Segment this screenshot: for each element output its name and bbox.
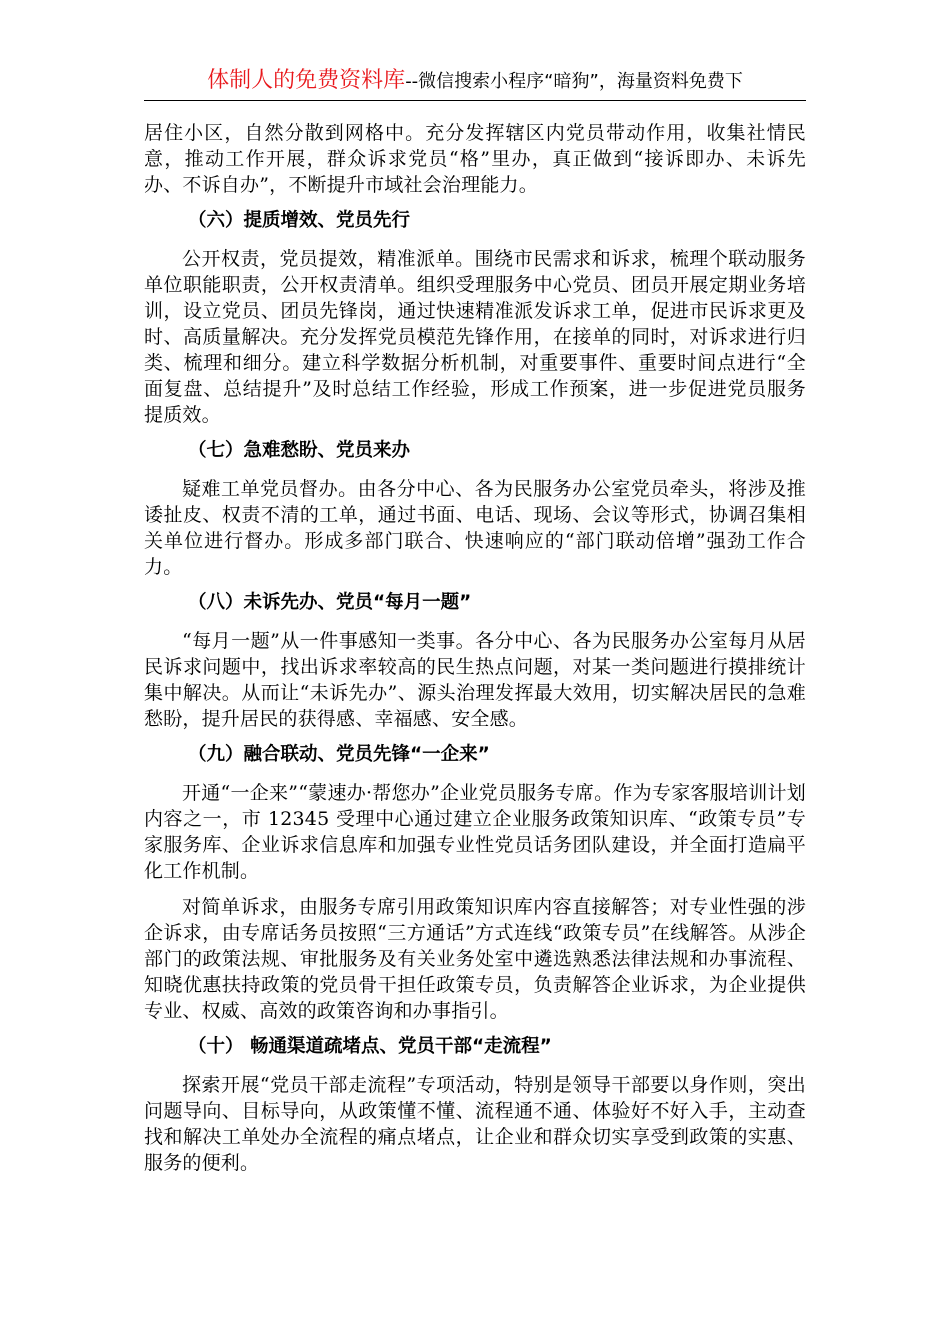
header-slogan: --微信搜索小程序“暗狗”，海量资料免费下 <box>405 71 743 92</box>
document-body <box>144 120 806 1186</box>
section-9-paragraph-2: 对简单诉求，由服务专席引用政策知识库内容直接解答；对专业性强的涉企诉求，由专席话务员按照“三方通话”方式连线“政策专员”在线解答。从涉企部门的政策法规、审批服务及有关业务处室中遴选熟悉法律法规和办事流程、知晓优惠扶持政策的党员骨干担任政策专员，负责解答企业诉求，为企业提供专业、权威、高效的政策咨询和办事指引。 <box>144 896 806 1022</box>
section-9-paragraph-1: 开通“一企来”“蒙速办·帮您办”企业党员服务专席。作为专家客服培训计划内容之一，市 12345 受理中心通过建立企业服务政策知识库、“政策专员”专家服务库、企业诉求信息库和加强专业性党员话务团队建设，并全面打造扁平化工作机制。 <box>144 782 806 882</box>
header-divider <box>144 100 806 101</box>
section-heading-8: （八）未诉先办、党员“每月一题” <box>188 592 472 613</box>
section-7-paragraph-1: 疑难工单党员督办。由各分中心、各为民服务办公室党员牵头，将涉及推诿扯皮、权责不清的工单，通过书面、电话、现场、会议等形式，协调召集相关单位进行督办。形成多部门联合、快速响应的“部门联动倍增”强劲工作合力。 <box>144 478 806 578</box>
header-brand: 体制人的免费资料库 <box>207 68 406 93</box>
section-8-paragraph-1: “每月一题”从一件事感知一类事。各分中心、各为民服务办公室每月从居民诉求问题中，找出诉求率较高的民生热点问题，对某一类问题进行摸排统计集中解决。从而让“未诉先办”、源头治理发挥最大效用，切实解决居民的急难愁盼，提升居民的获得感、幸福感、安全感。 <box>144 630 806 730</box>
page-header <box>144 66 806 97</box>
section-10-paragraph-1: 探索开展“党员干部走流程”专项活动，特别是领导干部要以身作则，突出问题导向、目标导向，从政策懂不懂、流程通不通、体验好不好入手，主动查找和解决工单处办全流程的痛点堵点，让企业和群众切实享受到政策的实惠、服务的便利。 <box>144 1074 806 1174</box>
section-heading-6: （六）提质增效、党员先行 <box>188 210 411 231</box>
section-6-paragraph-1: 公开权责，党员提效，精准派单。围绕市民需求和诉求，梳理个联动服务单位职能职责，公开权责清单。组织受理服务中心党员、团员开展定期业务培训，设立党员、团员先锋岗，通过快速精准派发诉求工单，促进市民诉求更及时、高质量解决。充分发挥党员模范先锋作用，在接单的同时，对诉求进行归类、梳理和细分。建立科学数据分析机制，对重要事件、重要时间点进行“全面复盘、总结提升”及时总结工作经验，形成工作预案，进一步促进党员服务提质效。 <box>144 248 806 426</box>
section-heading-10: （十） 畅通渠道疏堵点、党员干部“走流程” <box>188 1036 552 1057</box>
intro-paragraph: 居住小区，自然分散到网格中。充分发挥辖区内党员带动作用，收集社情民意，推动工作开展，群众诉求党员“格”里办，真正做到“接诉即办、未诉先办、不诉自办”，不断提升市域社会治理能力。 <box>144 122 806 196</box>
section-heading-7: （七）急难愁盼、党员来办 <box>188 440 411 461</box>
section-heading-9: （九）融合联动、党员先锋“一企来” <box>188 744 490 765</box>
